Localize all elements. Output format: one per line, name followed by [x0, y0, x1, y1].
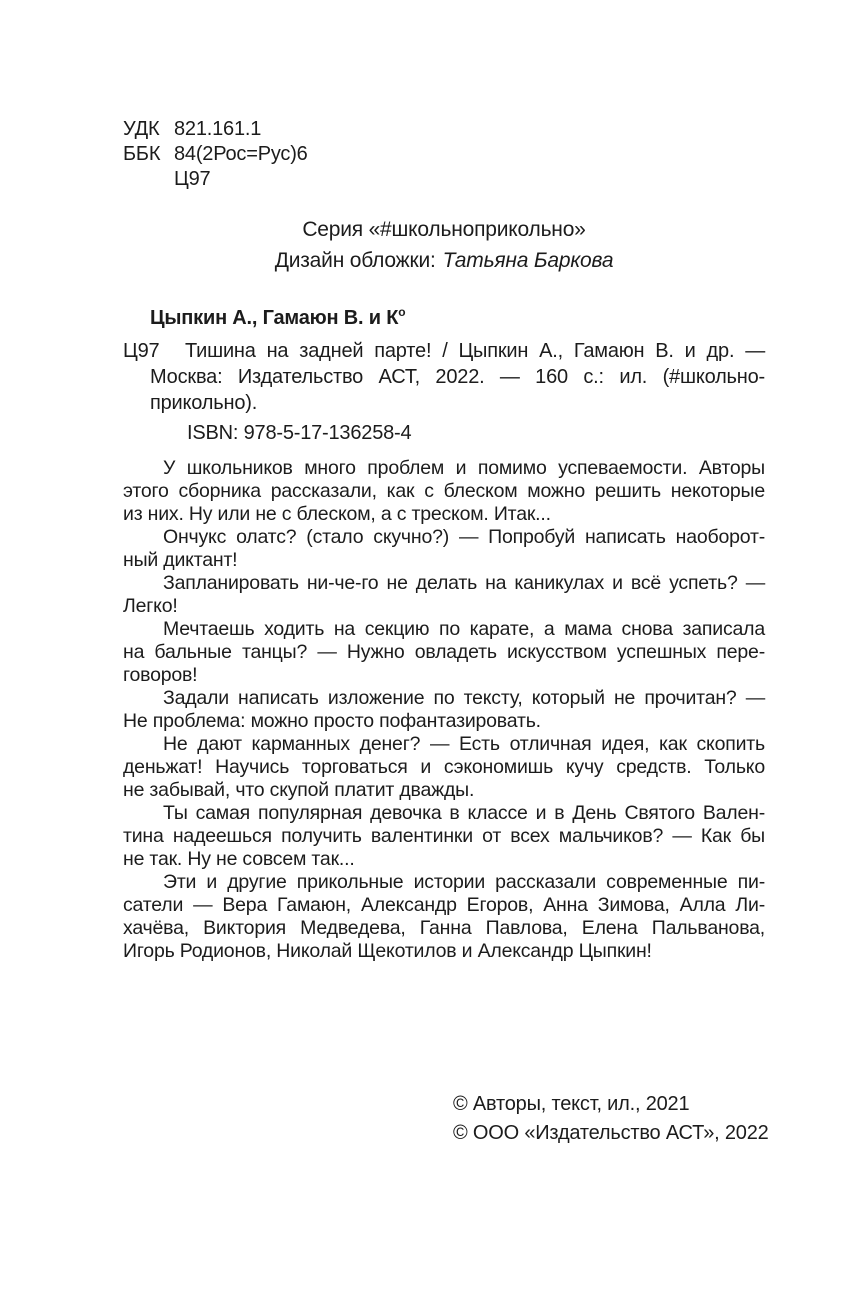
classification-label: ББК — [123, 143, 161, 165]
annotation-line: Ончукс олатс? (стало скучно?) — Попробуй написать наоборот- — [163, 526, 765, 548]
annotation-line: этого сборника рассказали, как с блеском можно решить некоторые — [123, 480, 765, 502]
series-block — [123, 214, 765, 276]
annotation-line: Мечтаешь ходить на секцию по карате, а мама снова записала — [163, 618, 765, 640]
catalog-record-line: Тишина на задней парте! / Цыпкин А., Гамаюн В. и др. — — [185, 340, 765, 362]
annotation-line: Легко! — [123, 595, 178, 617]
classification-value: 821.161.1 — [174, 118, 262, 140]
classification-value: 84(2Рос=Рус)6 — [174, 143, 308, 165]
annotation-line: Эти и другие прикольные истории рассказали современные пи- — [163, 871, 765, 893]
annotation-paragraph — [123, 572, 765, 618]
catalog-author-code: Ц97 — [123, 340, 160, 362]
classification-value: Ц97 — [174, 168, 211, 190]
annotation-paragraph — [123, 687, 765, 733]
classification-row — [123, 142, 308, 167]
catalog-record-line: прикольно). — [150, 392, 258, 414]
annotation-line: не забывай, что скупой платит дважды. — [123, 779, 475, 801]
copyright-line: © ООО «Издательство АСТ», 2022 — [453, 1122, 769, 1144]
cover-design-line — [123, 245, 765, 276]
annotation-paragraph — [123, 457, 765, 526]
annotation-line: хачёва, Виктория Медведева, Ганна Павлова, Елена Пальванова, — [123, 917, 765, 939]
annotation-line: не так. Ну не совсем так... — [123, 848, 355, 870]
classification-row — [123, 117, 308, 142]
classification-row — [123, 167, 308, 192]
classification-label: УДК — [123, 118, 160, 140]
authors-heading-superscript: о — [398, 305, 406, 319]
cover-design-label: Дизайн обложки: — [274, 249, 436, 272]
annotation-paragraph — [123, 871, 765, 963]
annotation-paragraph — [123, 618, 765, 687]
annotation-line: У школьников много проблем и помимо успеваемости. Авторы — [163, 457, 765, 479]
annotation-line: Задали написать изложение по тексту, который не прочитан? — — [163, 687, 765, 709]
copyright-line: © Авторы, текст, ил., 2021 — [453, 1093, 690, 1115]
annotation-paragraph — [123, 526, 765, 572]
authors-heading-text: Цыпкин А., Гамаюн В. и К — [150, 307, 399, 329]
annotation-line: Ты самая популярная девочка в классе и в День Святого Вален- — [163, 802, 765, 824]
annotation-line: Запланировать ни-че-го не делать на каникулах и всё успеть? — — [163, 572, 765, 594]
annotation-block — [123, 457, 765, 963]
annotation-line: на бальные танцы? — Нужно овладеть искусством успешных пере- — [123, 641, 765, 663]
annotation-line: Не дают карманных денег? — Есть отличная идея, как скопить — [163, 733, 765, 755]
isbn-line: ISBN: 978-5-17-136258-4 — [187, 422, 412, 444]
series-title: Серия «#школьноприкольно» — [302, 218, 586, 241]
annotation-line: сатели — Вера Гамаюн, Александр Егоров, Анна Зимова, Алла Ли- — [123, 894, 765, 916]
classification-block — [123, 117, 308, 192]
annotation-line: ный диктант! — [123, 549, 238, 571]
catalog-record-line: Москва: Издательство АСТ, 2022. — 160 с.: ил. (#школьно- — [150, 366, 765, 388]
annotation-line: Игорь Родионов, Николай Щекотилов и Александр Цыпкин! — [123, 940, 652, 962]
annotation-line: тина надеешься получить валентинки от всех мальчиков? — Как бы — [123, 825, 765, 847]
annotation-line: из них. Ну или не с блеском, а с треском. Итак... — [123, 503, 551, 525]
authors-heading — [150, 307, 405, 330]
catalog-record — [123, 338, 765, 416]
classification-label — [123, 167, 174, 192]
catalog-record-lines — [123, 338, 765, 416]
annotation-line: Не проблема: можно просто пофантазировать. — [123, 710, 541, 732]
cover-designer-name: Татьяна Баркова — [442, 249, 614, 272]
annotation-line: деньжат! Научись торговаться и сэкономишь кучу средств. Только — [123, 756, 765, 778]
copyright-block — [453, 1090, 769, 1148]
annotation-paragraph — [123, 733, 765, 802]
annotation-paragraph — [123, 802, 765, 871]
annotation-line: говоров! — [123, 664, 198, 686]
